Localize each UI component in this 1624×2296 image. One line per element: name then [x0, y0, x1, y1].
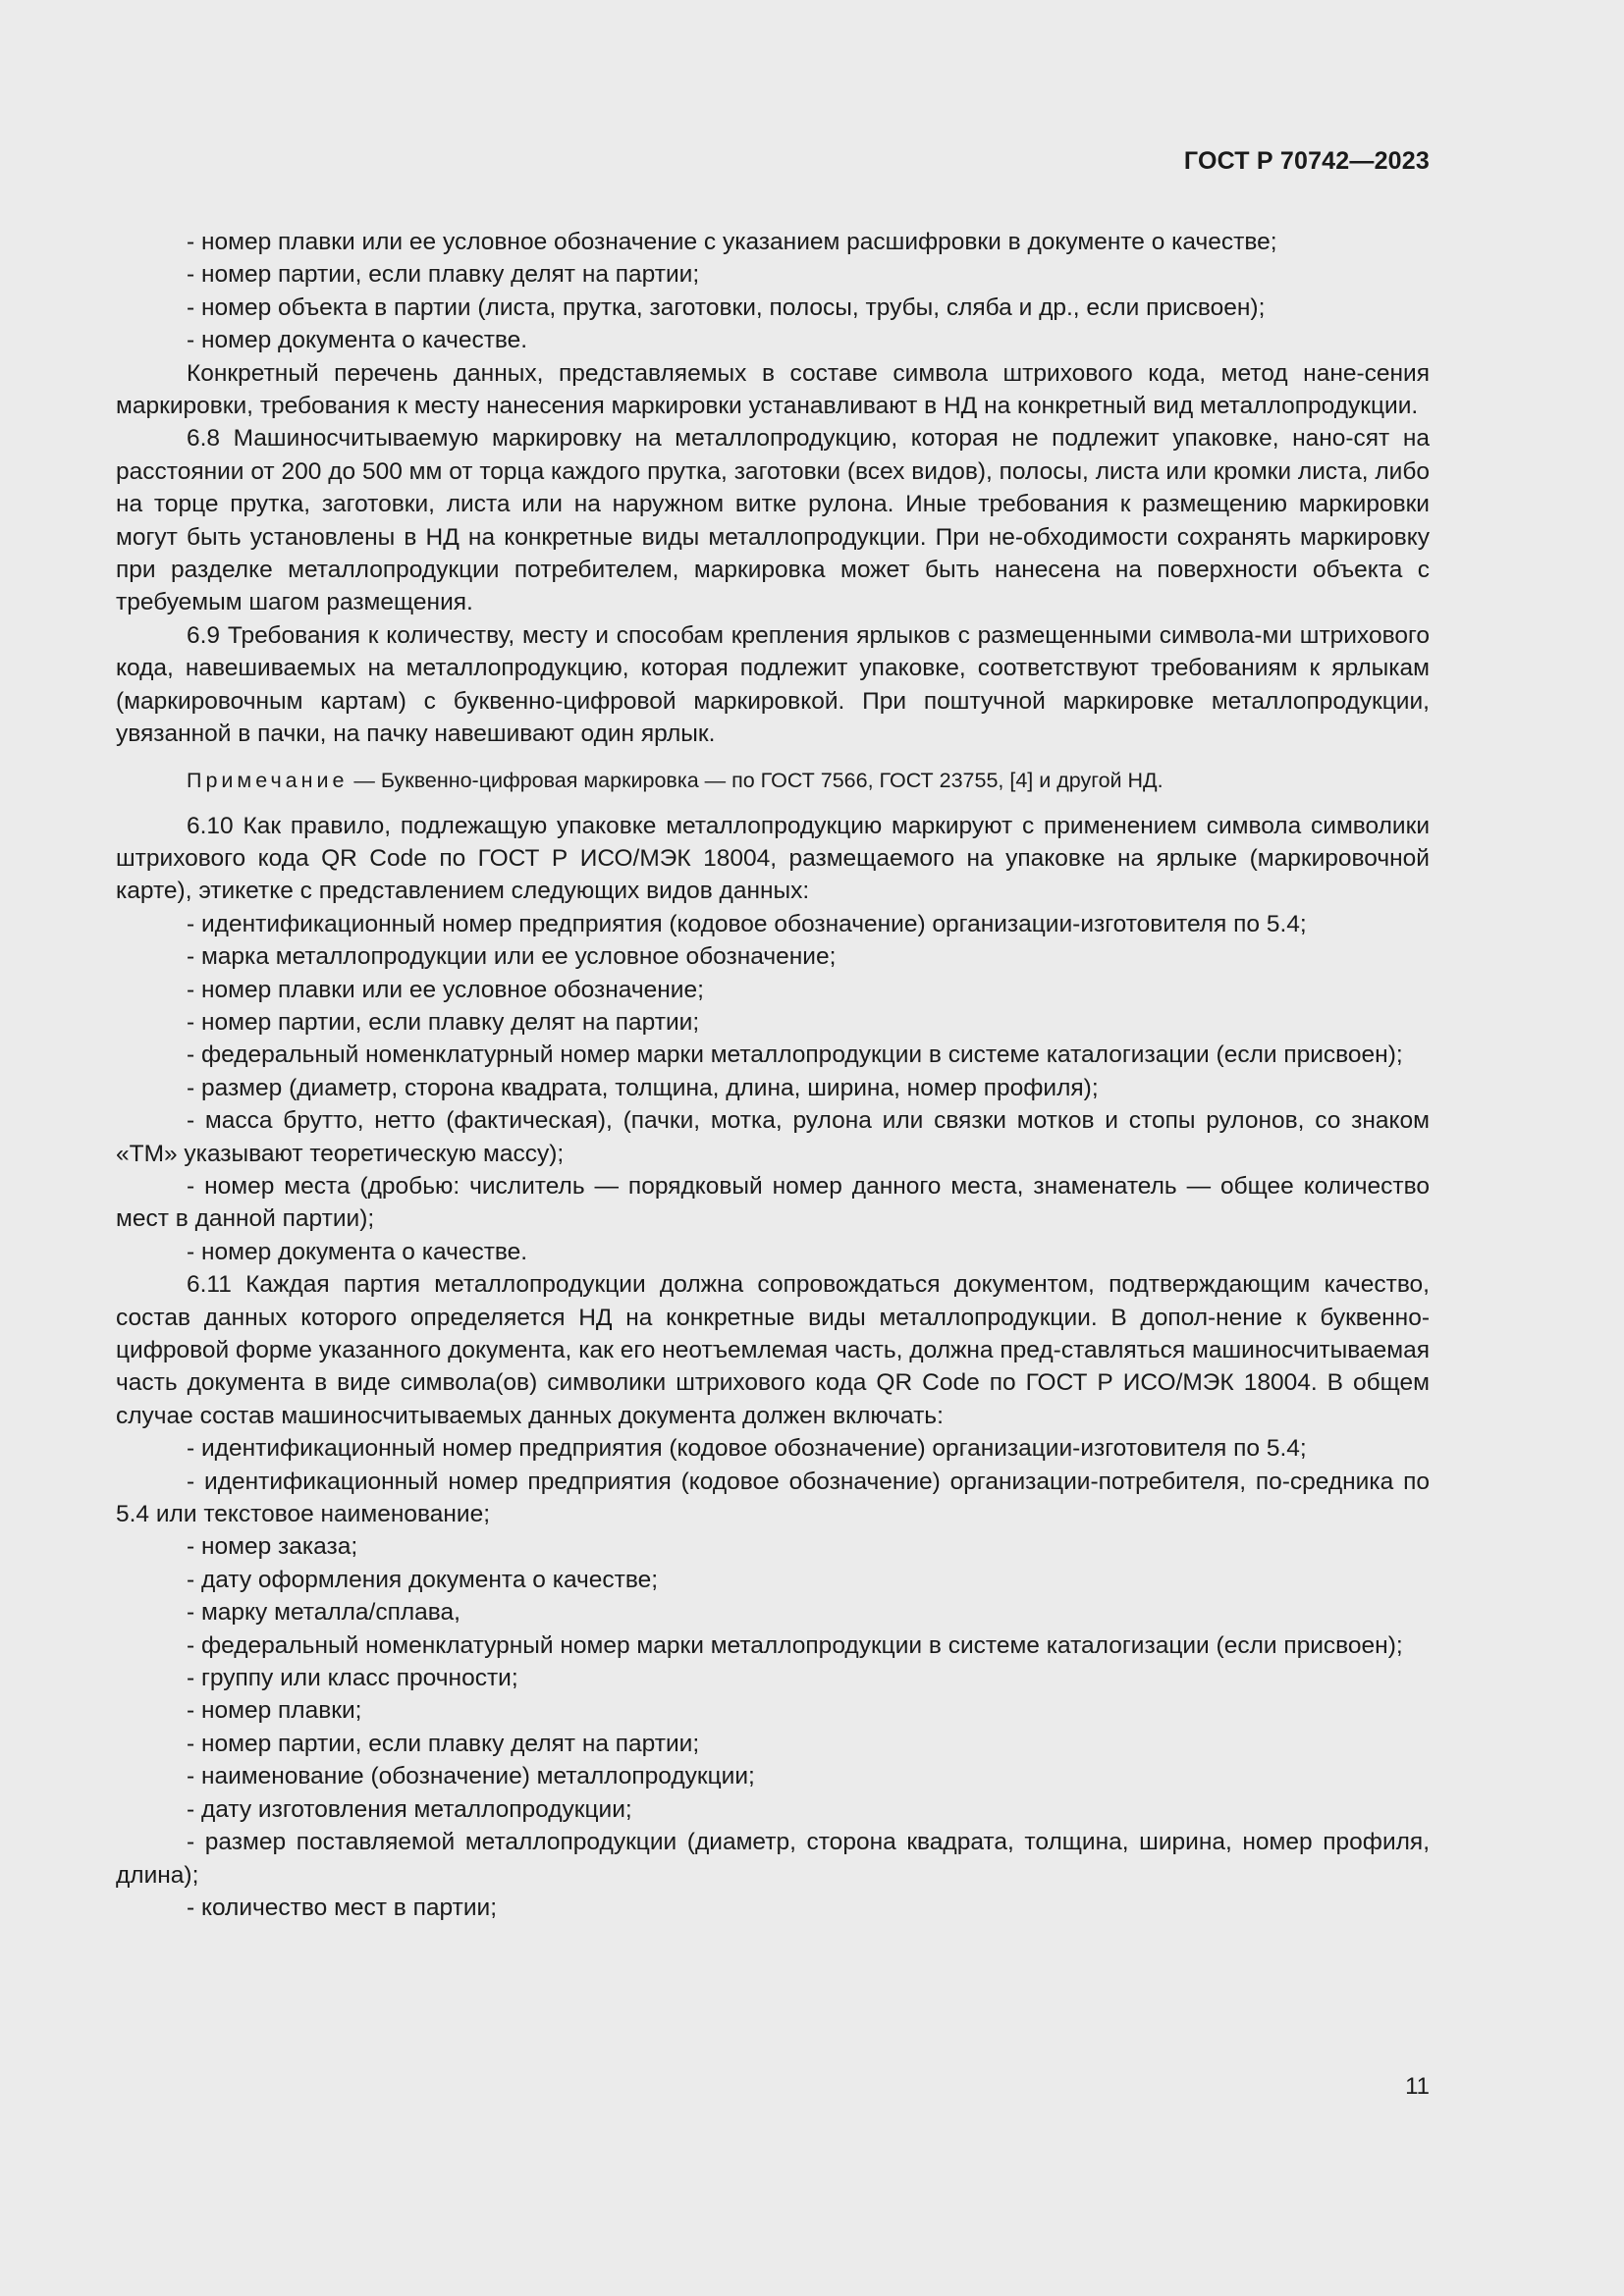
list-item: - номер плавки или ее условное обозначение; [187, 976, 704, 1003]
note [116, 766, 1430, 795]
note-label: Примечание [187, 768, 349, 792]
clause-6-9: 6.9 Требования к количеству, месту и способам крепления ярлыков с размещенными символа-ми штрихового кода, навешиваемых на металлопродукцию, которая подлежит упаковке, соответствуют требованиям к ярлыкам (маркировочным картам) с буквенно-цифровой маркировкой. При поштучной маркировке металлопродукции, увязанной в пачки, на пачку навешивают один ярлык. [116, 621, 1430, 748]
note-text: — Буквенно-цифровая маркировка — по ГОСТ 7566, ГОСТ 23755, [4] и другой НД. [348, 768, 1164, 792]
list-item: - дату оформления документа о качестве; [187, 1566, 659, 1593]
list-item: - марка металлопродукции или ее условное обозначение; [187, 943, 837, 971]
list-item: - масса брутто, нетто (фактическая), (пачки, мотка, рулона или связки мотков и стопы рулонов, со знаком «ТМ» указывают теоретическую массу); [116, 1107, 1430, 1167]
list-item: - номер объекта в партии (листа, прутка, заготовки, полосы, трубы, сляба и др., если присвоен); [187, 294, 1266, 321]
list-item: - номер документа о качестве. [187, 327, 528, 354]
list-item: - номер партии, если плавку делят на партии; [187, 1730, 700, 1757]
list-item: - номер места (дробью: числитель — порядковый номер данного места, знаменатель — общее количество мест в данной партии); [116, 1172, 1430, 1233]
list-item: - номер плавки; [187, 1697, 362, 1725]
clause-6-11: 6.11 Каждая партия металлопродукции должна сопровождаться документом, подтверждающим качество, состав данных которого определяется НД на конкретные виды металлопродукции. В допол-нение к буквенно-цифровой форме указанного документа, как его неотъемлемая часть, должна пред-ставляться машиносчитываемая часть документа в виде символа(ов) символики штрихового кода QR Code по ГОСТ Р ИСО/МЭК 18004. В общем случае состав машиносчитываемых данных документа должен включать: [116, 1271, 1430, 1429]
list-item: - наименование (обозначение) металлопродукции; [187, 1763, 755, 1790]
list-item: - идентификационный номер предприятия (кодовое обозначение) организации-изготовителя по 5.4; [187, 1435, 1307, 1463]
list-item: - номер заказа; [187, 1533, 358, 1561]
list-item: - размер (диаметр, сторона квадрата, толщина, длина, ширина, номер профиля); [187, 1074, 1099, 1101]
document-body [116, 226, 1430, 1924]
list-item: - номер плавки или ее условное обозначение с указанием расшифровки в документе о качестве; [187, 229, 1277, 255]
clause-6-8: 6.8 Машиносчитываемую маркировку на металлопродукцию, которая не подлежит упаковке, нано-сят на расстоянии от 200 до 500 мм от торца каждого прутка, заготовки (всех видов), полосы, листа или кромки листа, либо на торце прутка, заготовки, листа или на наружном витке рулона. Иные требования к размещению маркировки могут быть установлены в НД на конкретные виды металлопродукции. При не-обходимости сохранять маркировку при разделке металлопродукции потребителем, маркировка может быть нанесена на поверхности объекта с требуемым шагом размещения. [116, 425, 1430, 616]
list-item: - номер документа о качестве. [187, 1238, 528, 1265]
list-item: - идентификационный номер предприятия (кодовое обозначение) организации-изготовителя по 5.4; [187, 910, 1307, 937]
list-item: - дату изготовления металлопродукции; [187, 1795, 632, 1823]
list-item: - федеральный номенклатурный номер марки металлопродукции в системе каталогизации (если присвоен); [187, 1041, 1403, 1069]
list-item: - федеральный номенклатурный номер марки металлопродукции в системе каталогизации (если присвоен); [187, 1631, 1403, 1659]
list-item: - размер поставляемой металлопродукции (диаметр, сторона квадрата, толщина, ширина, номер профиля, длина); [116, 1829, 1430, 1889]
list-item: - номер партии, если плавку делят на партии; [187, 261, 700, 289]
body-paragraph: Конкретный перечень данных, представляемых в составе символа штрихового кода, метод нане-сения маркировки, требования к месту нанесения маркировки устанавливают в НД на конкретный вид металлопродукции. [116, 359, 1430, 420]
list-item: - марку металла/сплава, [187, 1599, 460, 1627]
list-item: - номер партии, если плавку делят на партии; [187, 1008, 700, 1036]
standard-code-header: ГОСТ Р 70742—2023 [1183, 147, 1430, 175]
list-item: - количество мест в партии; [187, 1894, 498, 1921]
page-number: 11 [1405, 2073, 1430, 2100]
clause-6-10: 6.10 Как правило, подлежащую упаковке металлопродукцию маркируют с применением символа символики штрихового кода QR Code по ГОСТ Р ИСО/МЭК 18004, размещаемого на упаковке на ярлыке (маркировочной карте), этикетке с представлением следующих видов данных: [116, 812, 1430, 905]
list-item: - группу или класс прочности; [187, 1665, 518, 1692]
list-item: - идентификационный номер предприятия (кодовое обозначение) организации-потребителя, по-средника по 5.4 или текстовое наименование; [116, 1468, 1430, 1528]
